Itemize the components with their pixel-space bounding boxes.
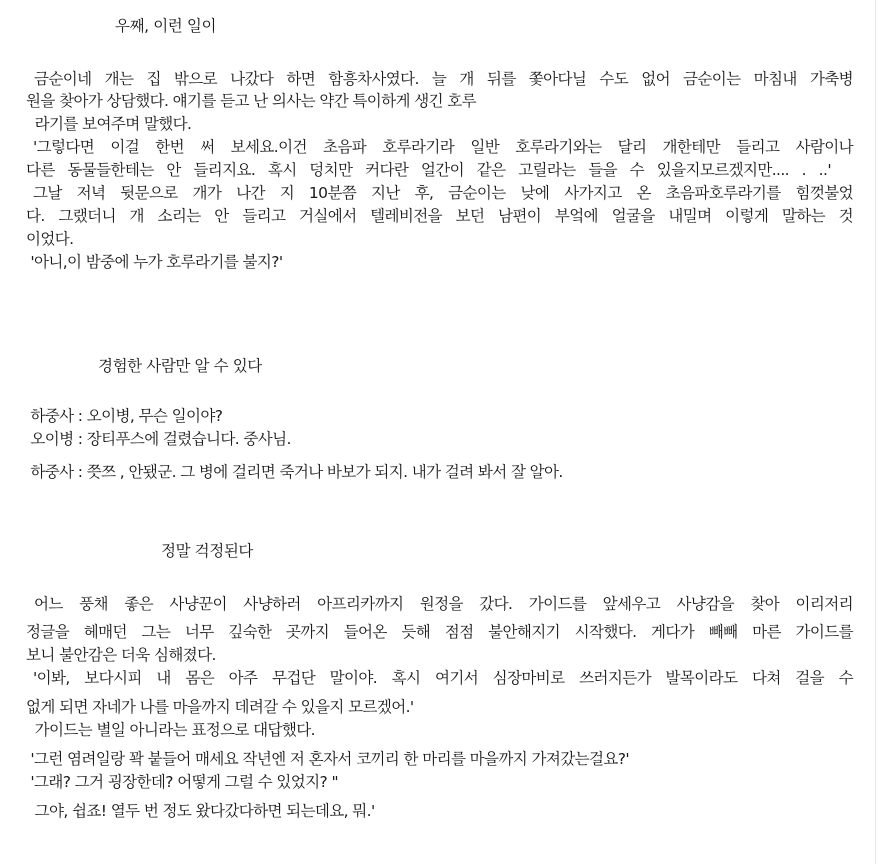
paragraph-line: '아니,이 밤중에 누가 호루라기를 불지?'	[26, 253, 283, 271]
paragraph-line: 정글을 헤매던 그는 너무 깊숙한 곳까지 들어온 듯해 점점 불안해지기 시작했다. 게다가 빼빼 마른 가이드를	[26, 623, 853, 641]
paragraph-line: 이었다.	[26, 230, 74, 248]
paragraph-line: 보니 불안감은 더욱 심해졌다.	[26, 646, 216, 664]
paragraph-line: 그날 저녁 뒷문으로 개가 나간 지 10분쯤 지난 후, 금순이는 낮에 사가지고 온 초음파호루라기를 힘껏불었	[33, 184, 853, 202]
paragraph-line: '그렇다면 이걸 한번 써 보세요.이건 초음파 호루라기라 일반 호루라기와는 달리 개한테만 들리고 사람이나	[33, 138, 853, 156]
story-title: 우째, 이런 일이	[115, 17, 217, 35]
dialogue-line: 하중사 : 오이병, 무슨 일이야?	[26, 407, 223, 425]
page-edge-rule	[875, 0, 876, 864]
paragraph-line: 다른 동물들한테는 안 들리지요. 혹시 덩치만 커다란 얼간이 같은 고릴라는 들을 수 있을지모르겠지만.... . ..'	[26, 161, 831, 179]
paragraph-line: 금순이네 개는 집 밖으로 나갔다 하면 함흥차사였다. 늘 개 뒤를 쫓아다닐 수도 없어 금순이는 마침내 가축병	[34, 70, 853, 88]
dialogue-line: 하중사 : 쯧쯔 , 안됐군. 그 병에 걸리면 죽거나 바보가 되지. 내가 걸려 봐서 잘 알아.	[26, 463, 563, 481]
paragraph-line: '이봐, 보다시피 내 몸은 아주 무겁단 말이야. 혹시 여기서 심장마비로 쓰러지든가 발목이라도 다쳐 걸을 수	[33, 669, 853, 687]
paragraph-line: 가이드는 별일 아니라는 표정으로 대답했다.	[26, 721, 316, 739]
paragraph-line: 라기를 보여주며 말했다.	[26, 115, 192, 133]
paragraph-line: 없게 되면 자네가 나를 마을까지 데려갈 수 있을지 모르겠어.'	[26, 698, 414, 716]
paragraph-line: 다. 그랬더니 개 소리는 안 들리고 거실에서 텔레비전을 보던 남편이 부엌에 얼굴을 내밀며 이렇게 말하는 것	[26, 207, 853, 225]
story-title: 정말 걱정된다	[161, 542, 253, 560]
paragraph-line: 원을 찾아가 상담했다. 얘기를 듣고 난 의사는 약간 특이하게 생긴 호루	[26, 92, 477, 110]
paragraph-line: '그래? 그거 굉장한데? 어떻게 그럴 수 있었지? "	[26, 773, 339, 791]
paragraph-line: 그야, 쉽죠! 열두 번 정도 왔다갔다하면 되는데요, 뭐.'	[26, 802, 375, 820]
story-title: 경험한 사람만 알 수 있다	[98, 357, 262, 375]
paragraph-line: 어느 풍채 좋은 사냥꾼이 사냥하러 아프리카까지 원정을 갔다. 가이드를 앞세우고 사냥감을 찾아 이리저리	[34, 595, 853, 613]
paragraph-line: '그런 염려일랑 꽉 붙들어 매세요 작년엔 저 혼자서 코끼리 한 마리를 마을까지 가져갔는걸요?'	[26, 750, 630, 768]
dialogue-line: 오이병 : 장티푸스에 걸렸습니다. 중사님.	[26, 430, 291, 448]
